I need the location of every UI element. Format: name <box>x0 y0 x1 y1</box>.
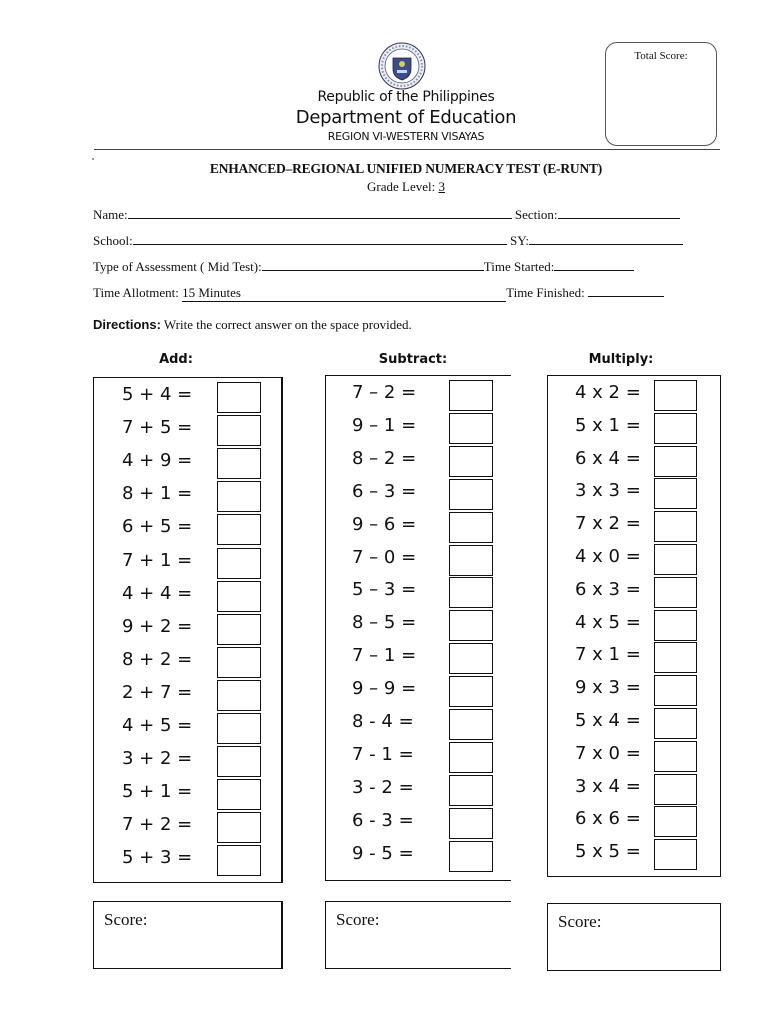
multiply-answer-box[interactable] <box>654 413 697 444</box>
directions <box>93 317 412 333</box>
multiply-problem: 6 x 6 = <box>575 808 641 830</box>
add-answer-box[interactable] <box>217 514 261 545</box>
multiply-problem: 5 x 1 = <box>575 414 641 436</box>
subtract-answer-box[interactable] <box>449 610 493 641</box>
add-problem: 5 + 1 = <box>122 781 193 803</box>
subtract-answer-box[interactable] <box>449 446 493 477</box>
multiply-answer-box[interactable] <box>654 610 697 641</box>
subtract-problem: 8 – 5 = <box>352 612 417 634</box>
add-problem: 5 + 3 = <box>122 847 193 869</box>
section-field[interactable] <box>558 206 680 219</box>
subtract-score-label: Score: <box>336 910 380 929</box>
add-answer-box[interactable] <box>217 812 261 843</box>
subtract-answer-box[interactable] <box>449 512 493 543</box>
subtract-answer-box[interactable] <box>449 709 493 740</box>
assessment-label: Type of Assessment ( Mid Test): <box>93 259 262 274</box>
add-problem: 6 + 5 = <box>122 516 193 538</box>
add-answer-box[interactable] <box>217 581 261 612</box>
subtract-answer-box[interactable] <box>449 413 493 444</box>
multiply-problem: 5 x 5 = <box>575 841 641 863</box>
allotment-value: 15 Minutes <box>182 285 506 302</box>
add-answer-box[interactable] <box>217 713 261 744</box>
school-label: School: <box>93 233 133 248</box>
multiply-answer-box[interactable] <box>654 675 697 706</box>
multiply-problem: 6 x 4 = <box>575 447 641 469</box>
time-finished-field[interactable] <box>588 284 664 297</box>
directions-label: Directions: <box>93 317 161 332</box>
grade-value: 3 <box>438 179 445 194</box>
directions-text: Write the correct answer on the space provided. <box>160 317 412 332</box>
subtract-problem: 6 - 3 = <box>352 809 414 831</box>
add-score-box[interactable] <box>93 901 283 969</box>
multiply-score-box[interactable] <box>547 903 721 971</box>
multiply-answer-box[interactable] <box>654 577 697 608</box>
subtract-problem: 8 – 2 = <box>352 447 417 469</box>
subtract-answer-box[interactable] <box>449 742 493 773</box>
multiply-heading: Multiply: <box>588 352 654 367</box>
multiply-answer-box[interactable] <box>654 708 697 739</box>
subtract-answer-box[interactable] <box>449 545 493 576</box>
add-answer-box[interactable] <box>217 382 261 413</box>
add-problem: 9 + 2 = <box>122 615 193 637</box>
add-problem: 4 + 5 = <box>122 715 193 736</box>
school-field[interactable] <box>133 232 507 245</box>
add-problem: 2 + 7 = <box>122 681 193 703</box>
add-answer-box[interactable] <box>217 647 261 678</box>
subtract-answer-box[interactable] <box>449 380 493 411</box>
multiply-problem: 6 x 3 = <box>575 578 641 600</box>
multiply-problem: 4 x 2 = <box>575 382 641 403</box>
multiply-answer-box[interactable] <box>654 774 697 805</box>
multiply-answer-box[interactable] <box>654 511 697 542</box>
republic-heading: Republic of the Philippines <box>317 89 495 105</box>
grade-level <box>0 179 768 195</box>
sy-field[interactable] <box>529 232 683 245</box>
add-problem: 8 + 2 = <box>122 648 193 670</box>
multiply-answer-box[interactable] <box>654 806 697 837</box>
multiply-answer-box[interactable] <box>654 478 697 509</box>
school-sy-row <box>93 232 683 249</box>
subtract-problem: 5 – 3 = <box>352 579 417 601</box>
subtract-answer-box[interactable] <box>449 841 493 872</box>
assessment-field[interactable] <box>262 258 484 271</box>
deped-seal-icon <box>378 42 426 90</box>
multiply-problem: 9 x 3 = <box>575 677 641 699</box>
subtract-score-box[interactable] <box>325 901 511 969</box>
name-section-row <box>93 206 680 223</box>
name-label: Name: <box>93 207 128 222</box>
add-problem: 7 + 2 = <box>122 814 193 836</box>
add-problem: 4 + 9 = <box>122 450 193 472</box>
add-problem: 7 + 5 = <box>122 417 193 439</box>
add-answer-box[interactable] <box>217 779 261 810</box>
stray-mark <box>92 158 94 160</box>
subtract-problem: 9 - 5 = <box>352 842 414 864</box>
multiply-problem: 3 x 3 = <box>575 480 641 502</box>
subtract-problem: 8 - 4 = <box>352 711 414 732</box>
add-answer-box[interactable] <box>217 746 261 777</box>
subtract-answer-box[interactable] <box>449 676 493 707</box>
subtract-problem: 3 - 2 = <box>352 776 414 798</box>
allotment-label: Time Allotment: <box>93 285 183 300</box>
multiply-answer-box[interactable] <box>654 380 697 411</box>
time-started-field[interactable] <box>554 258 634 271</box>
sy-label: SY: <box>506 233 530 248</box>
multiply-problem: 7 x 2 = <box>575 513 641 535</box>
multiply-answer-box[interactable] <box>654 642 697 673</box>
time-started-label: Time Started: <box>483 259 555 274</box>
add-answer-box[interactable] <box>217 448 261 479</box>
multiply-problem: 7 x 0 = <box>575 742 641 764</box>
add-answer-box[interactable] <box>217 845 261 876</box>
subtract-problem: 9 – 9 = <box>352 678 417 700</box>
allotment-row <box>93 284 664 302</box>
region-heading: REGION VI-WESTERN VISAYAS <box>327 130 485 143</box>
multiply-problem: 4 x 0 = <box>575 546 641 567</box>
subtract-heading: Subtract: <box>378 352 448 367</box>
add-answer-box[interactable] <box>217 415 261 446</box>
assessment-row <box>93 258 634 275</box>
multiply-answer-box[interactable] <box>654 839 697 870</box>
multiply-problem: 3 x 4 = <box>575 775 641 797</box>
test-title: ENHANCED–REGIONAL UNIFIED NUMERACY TEST (E-RUNT) <box>209 161 603 176</box>
subtract-answer-box[interactable] <box>449 775 493 806</box>
subtract-problem: 7 – 0 = <box>352 546 417 568</box>
multiply-answer-box[interactable] <box>654 446 697 477</box>
section-label: Section: <box>511 207 558 222</box>
multiply-answer-box[interactable] <box>654 741 697 772</box>
subtract-problem: 9 – 1 = <box>352 414 417 436</box>
add-answer-box[interactable] <box>217 614 261 645</box>
add-problem: 7 + 1 = <box>122 549 193 571</box>
total-score-label: Total Score: <box>634 50 688 62</box>
subtract-problem: 7 - 1 = <box>352 743 414 765</box>
multiply-answer-box[interactable] <box>654 544 697 575</box>
add-answer-box[interactable] <box>217 680 261 711</box>
name-field[interactable] <box>128 206 512 219</box>
subtract-problem: 7 – 2 = <box>352 382 417 403</box>
subtract-answer-box[interactable] <box>449 577 493 608</box>
time-finished-label: Time Finished: <box>506 285 588 300</box>
subtract-answer-box[interactable] <box>449 479 493 510</box>
add-problem: 8 + 1 = <box>122 483 193 505</box>
subtract-problem: 7 – 1 = <box>352 645 417 667</box>
department-heading: Department of Education <box>295 107 517 128</box>
grade-label: Grade Level: <box>367 179 439 194</box>
subtract-answer-box[interactable] <box>449 808 493 839</box>
multiply-problem: 5 x 4 = <box>575 710 641 731</box>
subtract-answer-box[interactable] <box>449 643 493 674</box>
add-answer-box[interactable] <box>217 481 261 512</box>
subtract-problem: 6 – 3 = <box>352 480 417 502</box>
multiply-problem: 7 x 1 = <box>575 644 641 666</box>
add-problem: 3 + 2 = <box>122 748 193 770</box>
add-answer-box[interactable] <box>217 548 261 579</box>
add-problem: 4 + 4 = <box>122 582 193 604</box>
add-problem: 5 + 4 = <box>122 384 193 405</box>
header-divider <box>94 149 720 150</box>
multiply-score-label: Score: <box>558 912 602 931</box>
add-heading: Add: <box>159 352 193 367</box>
add-score-label: Score: <box>104 910 148 929</box>
multiply-problem: 4 x 5 = <box>575 611 641 633</box>
subtract-problem: 9 – 6 = <box>352 513 417 535</box>
